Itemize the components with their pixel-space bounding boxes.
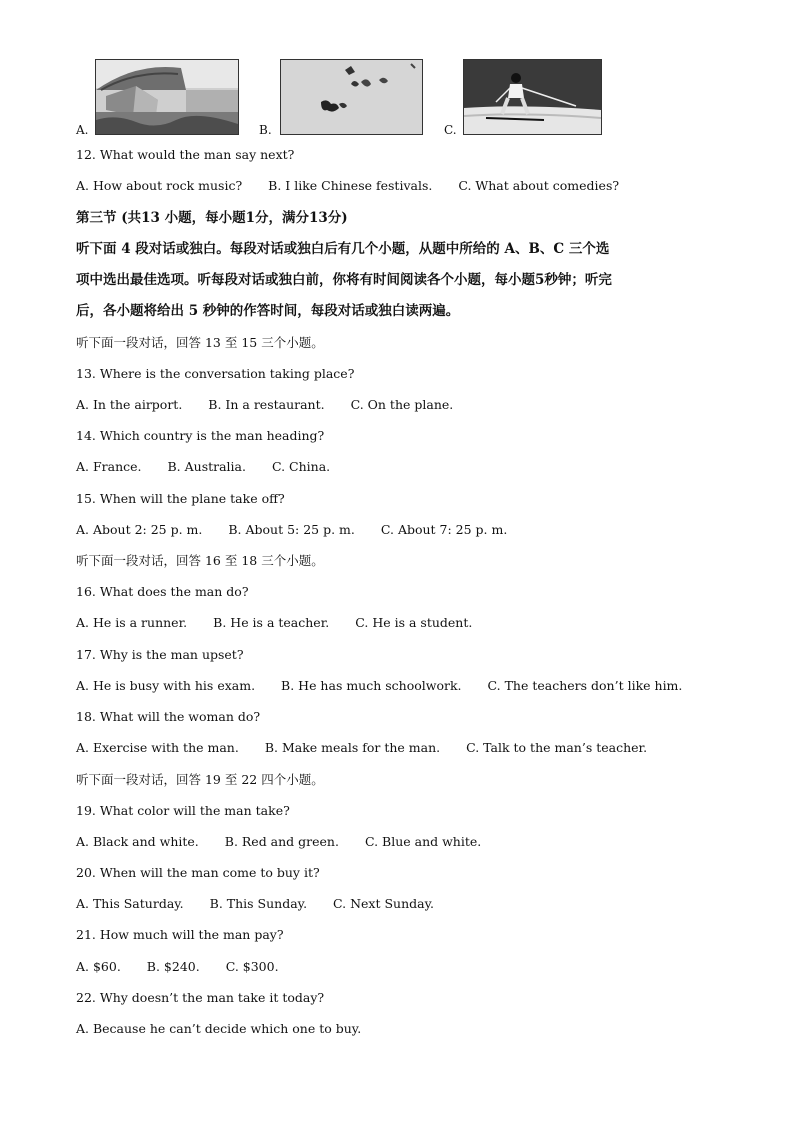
option: A. In the airport.: [76, 397, 183, 412]
kites-photo: [280, 59, 423, 135]
option: B. He is a teacher.: [213, 615, 330, 630]
section-instructions-line: 听下面 4 段对话或独白。每段对话或独白后有几个小题，从题中所给的 A、B、C 三个选: [76, 241, 610, 257]
question-22-options: [76, 1021, 361, 1037]
option: A. $60.: [76, 959, 121, 974]
question-14: 14. Which country is the man heading?: [76, 428, 325, 443]
option: C. $300.: [225, 959, 279, 974]
option: B. I like Chinese festivals.: [268, 178, 433, 193]
group-intro: 听下面一段对话，回答 19 至 22 四个小题。: [76, 772, 324, 787]
option: B. Australia.: [167, 459, 246, 474]
question-21-options: [76, 959, 279, 975]
question-21: 21. How much will the man pay?: [76, 927, 284, 942]
question-15: 15. When will the plane take off?: [76, 491, 285, 506]
image-b-label: B.: [259, 123, 272, 137]
question-18: 18. What will the woman do?: [76, 709, 261, 724]
option: C. He is a student.: [355, 615, 473, 630]
question-15-options: [76, 522, 507, 538]
question-17: 17. Why is the man upset?: [76, 647, 244, 662]
option: B. He has much schoolwork.: [281, 678, 462, 693]
section-heading: 第三节 (共13 小题，每小题1分，满分13分): [76, 210, 348, 226]
image-a-label: A.: [76, 123, 89, 137]
option: C. The teachers don’t like him.: [487, 678, 683, 693]
question-20-options: [76, 896, 434, 912]
question-19-options: [76, 834, 481, 850]
option: B. About 5: 25 p. m.: [228, 522, 355, 537]
option: A. Exercise with the man.: [76, 740, 239, 755]
section-instructions-line: 项中选出最佳选项。听每段对话或独白前，你将有时间阅读各个小题，每小题5秒钟；听完: [76, 272, 612, 288]
option: B. This Sunday.: [209, 896, 308, 911]
skier-photo: [463, 59, 602, 135]
option: A. Because he can’t decide which one to buy.: [76, 1021, 362, 1036]
option: A. Black and white.: [76, 834, 199, 849]
option: B. Red and green.: [224, 834, 339, 849]
option: A. France.: [76, 459, 142, 474]
option: C. China.: [271, 459, 331, 474]
question-20: 20. When will the man come to buy it?: [76, 865, 320, 880]
option: C. What about comedies?: [458, 178, 620, 193]
option: C. Blue and white.: [364, 834, 482, 849]
question-16-options: [76, 615, 472, 631]
option: B. In a restaurant.: [208, 397, 325, 412]
question-18-options: [76, 740, 647, 756]
group-intro: 听下面一段对话，回答 13 至 15 三个小题。: [76, 335, 324, 350]
thatched-hut-photo: [95, 59, 239, 135]
option: A. He is a runner.: [76, 615, 188, 630]
option: A. He is busy with his exam.: [76, 678, 256, 693]
question-16: 16. What does the man do?: [76, 584, 249, 599]
image-c-label: C.: [444, 123, 457, 137]
option: A. How about rock music?: [76, 178, 243, 193]
section-instructions-line: 后，各小题将给出 5 秒钟的作答时间，每段对话或独白读两遍。: [76, 303, 460, 319]
option: C. On the plane.: [350, 397, 454, 412]
question-22: 22. Why doesn’t the man take it today?: [76, 990, 325, 1005]
question-17-options: [76, 678, 682, 694]
group-intro: 听下面一段对话，回答 16 至 18 三个小题。: [76, 553, 324, 568]
option: A. About 2: 25 p. m.: [76, 522, 203, 537]
question-12-options: [76, 178, 619, 194]
question-12: 12. What would the man say next?: [76, 147, 295, 162]
question-19: 19. What color will the man take?: [76, 803, 290, 818]
option: C. Next Sunday.: [333, 896, 434, 911]
question-13: 13. Where is the conversation taking place?: [76, 366, 355, 381]
question-14-options: [76, 459, 330, 475]
question-13-options: [76, 397, 453, 413]
option: A. This Saturday.: [76, 896, 184, 911]
option: C. About 7: 25 p. m.: [380, 522, 508, 537]
option: B. Make meals for the man.: [264, 740, 441, 755]
option: C. Talk to the man’s teacher.: [466, 740, 648, 755]
option: B. $240.: [146, 959, 200, 974]
